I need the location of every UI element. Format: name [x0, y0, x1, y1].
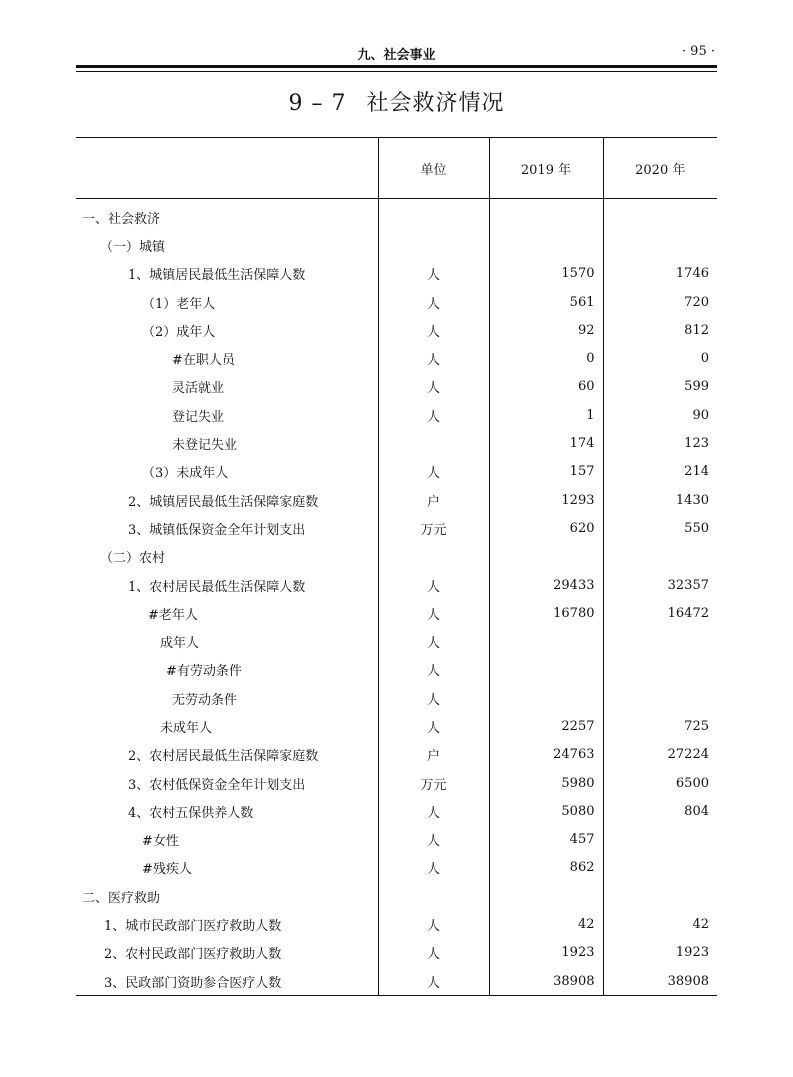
row-value-2019: 174 [489, 429, 603, 457]
row-value-2020: 27224 [603, 741, 717, 769]
row-value-2019: 561 [489, 288, 603, 316]
row-label: 2、农村居民最低生活保障家庭数 [128, 749, 319, 765]
table-row [76, 769, 717, 797]
row-unit: 人 [378, 939, 489, 967]
row-unit: 万元 [378, 514, 489, 542]
row-value-2020 [603, 684, 717, 712]
column-header-2020: 2020 年 [603, 138, 717, 199]
row-unit: 人 [378, 571, 489, 599]
row-label: （3）未成年人 [142, 466, 229, 482]
page-number: · 95 · [681, 44, 715, 59]
row-value-2020 [603, 199, 717, 232]
row-value-2020: 725 [603, 712, 717, 740]
row-value-2019: 29433 [489, 571, 603, 599]
table-row [76, 231, 717, 259]
table-row [76, 486, 717, 514]
row-unit [378, 429, 489, 457]
table-row [76, 882, 717, 910]
row-value-2020: 812 [603, 316, 717, 344]
row-label: #女性 [142, 834, 179, 850]
table-row [76, 741, 717, 769]
table-row [76, 571, 717, 599]
table-row [76, 854, 717, 882]
row-label: #在职人员 [172, 353, 235, 369]
row-unit: 万元 [378, 769, 489, 797]
table-row [76, 599, 717, 627]
table-title-text: 社会救济情况 [366, 91, 505, 116]
row-value-2019 [489, 656, 603, 684]
row-unit [378, 882, 489, 910]
row-unit: 人 [378, 373, 489, 401]
row-value-2019 [489, 199, 603, 232]
table-row [76, 967, 717, 996]
table-row [76, 826, 717, 854]
table-header-row [76, 138, 717, 199]
row-value-2019: 862 [489, 854, 603, 882]
row-value-2019: 92 [489, 316, 603, 344]
row-label: 无劳动条件 [172, 692, 238, 708]
table-row [76, 288, 717, 316]
row-value-2019 [489, 543, 603, 571]
row-value-2019: 38908 [489, 967, 603, 996]
row-value-2019: 1570 [489, 260, 603, 288]
row-unit: 人 [378, 288, 489, 316]
row-label: 1、农村居民最低生活保障人数 [128, 579, 306, 595]
row-value-2019: 60 [489, 373, 603, 401]
row-label: #有劳动条件 [166, 664, 242, 680]
row-value-2020: 32357 [603, 571, 717, 599]
row-label: 3、民政部门资助参合医疗人数 [76, 967, 378, 996]
row-label: （二）农村 [100, 551, 166, 567]
table-row [76, 910, 717, 938]
row-value-2019: 1293 [489, 486, 603, 514]
row-unit: 人 [378, 316, 489, 344]
row-value-2020: 804 [603, 797, 717, 825]
table-row [76, 401, 717, 429]
table-row [76, 199, 717, 232]
column-header-item [76, 138, 378, 199]
row-value-2019 [489, 882, 603, 910]
row-value-2019: 1 [489, 401, 603, 429]
table-row [76, 797, 717, 825]
row-unit [378, 199, 489, 232]
header-rule-thick [76, 65, 717, 68]
row-unit: 人 [378, 684, 489, 712]
table-title [76, 86, 717, 117]
section-title: 九、社会事业 [357, 48, 436, 63]
table-row [76, 684, 717, 712]
row-value-2020: 0 [603, 344, 717, 372]
row-value-2019: 620 [489, 514, 603, 542]
row-value-2020 [603, 656, 717, 684]
row-value-2019 [489, 627, 603, 655]
row-unit: 户 [378, 741, 489, 769]
table-row [76, 373, 717, 401]
row-value-2019: 16780 [489, 599, 603, 627]
row-value-2020 [603, 543, 717, 571]
row-label: （一）城镇 [100, 239, 166, 255]
row-value-2019: 0 [489, 344, 603, 372]
row-unit: 人 [378, 826, 489, 854]
row-value-2020: 6500 [603, 769, 717, 797]
row-label: 一、社会救济 [82, 211, 161, 227]
row-unit [378, 231, 489, 259]
row-unit: 人 [378, 854, 489, 882]
row-unit: 人 [378, 260, 489, 288]
row-label: 3、农村低保资金全年计划支出 [128, 777, 306, 793]
table-row [76, 260, 717, 288]
row-label: （1）老年人 [142, 296, 216, 312]
row-label: 灵活就业 [172, 381, 225, 397]
row-label: 2、城镇居民最低生活保障家庭数 [128, 494, 319, 510]
row-label: 登记失业 [172, 409, 225, 425]
table-row [76, 543, 717, 571]
row-value-2020: 1746 [603, 260, 717, 288]
row-unit: 人 [378, 797, 489, 825]
table-number: 9 – 7 [288, 91, 347, 116]
row-unit: 人 [378, 967, 489, 996]
row-unit: 人 [378, 458, 489, 486]
row-label: #老年人 [148, 607, 198, 623]
row-label: 未成年人 [160, 720, 213, 736]
table-row [76, 939, 717, 967]
row-value-2019: 2257 [489, 712, 603, 740]
row-value-2019 [489, 231, 603, 259]
row-value-2019: 5980 [489, 769, 603, 797]
row-unit: 人 [378, 712, 489, 740]
row-value-2020: 550 [603, 514, 717, 542]
row-value-2020 [603, 826, 717, 854]
table-row [76, 656, 717, 684]
table-row [76, 514, 717, 542]
row-label: 未登记失业 [172, 438, 238, 454]
row-label: 2、农村民政部门医疗救助人数 [104, 947, 282, 963]
row-unit: 人 [378, 599, 489, 627]
row-value-2020: 90 [603, 401, 717, 429]
row-label: #残疾人 [142, 862, 192, 878]
table-row [76, 458, 717, 486]
table-row [76, 429, 717, 457]
row-unit: 人 [378, 910, 489, 938]
row-value-2020: 1430 [603, 486, 717, 514]
row-value-2020: 16472 [603, 599, 717, 627]
row-unit: 人 [378, 656, 489, 684]
row-label: （2）成年人 [142, 324, 216, 340]
row-value-2019: 1923 [489, 939, 603, 967]
row-label: 4、农村五保供养人数 [128, 805, 254, 821]
row-value-2020: 123 [603, 429, 717, 457]
row-value-2020 [603, 231, 717, 259]
row-value-2020: 214 [603, 458, 717, 486]
row-value-2019: 457 [489, 826, 603, 854]
table-row [76, 344, 717, 372]
row-value-2020: 599 [603, 373, 717, 401]
table-row [76, 712, 717, 740]
row-unit: 人 [378, 344, 489, 372]
column-header-unit: 单位 [378, 138, 489, 199]
row-value-2020: 720 [603, 288, 717, 316]
row-unit: 户 [378, 486, 489, 514]
row-value-2019: 42 [489, 910, 603, 938]
header-rule-thin [76, 71, 717, 72]
row-unit: 人 [378, 627, 489, 655]
row-unit: 人 [378, 401, 489, 429]
row-value-2020: 38908 [603, 967, 717, 996]
row-value-2019: 24763 [489, 741, 603, 769]
row-label: 成年人 [160, 636, 200, 652]
row-label: 1、城市民政部门医疗救助人数 [104, 919, 282, 935]
table-row [76, 627, 717, 655]
row-value-2020: 42 [603, 910, 717, 938]
row-unit [378, 543, 489, 571]
running-header [76, 44, 717, 62]
row-value-2019 [489, 684, 603, 712]
column-header-2019: 2019 年 [489, 138, 603, 199]
row-value-2020 [603, 854, 717, 882]
row-label: 二、医疗救助 [82, 890, 161, 906]
table-row [76, 316, 717, 344]
row-value-2020 [603, 627, 717, 655]
relief-table [76, 137, 717, 996]
row-label: 3、城镇低保资金全年计划支出 [128, 522, 306, 538]
row-value-2020 [603, 882, 717, 910]
row-value-2019: 157 [489, 458, 603, 486]
row-value-2019: 5080 [489, 797, 603, 825]
row-label: 1、城镇居民最低生活保障人数 [128, 268, 306, 284]
row-value-2020: 1923 [603, 939, 717, 967]
